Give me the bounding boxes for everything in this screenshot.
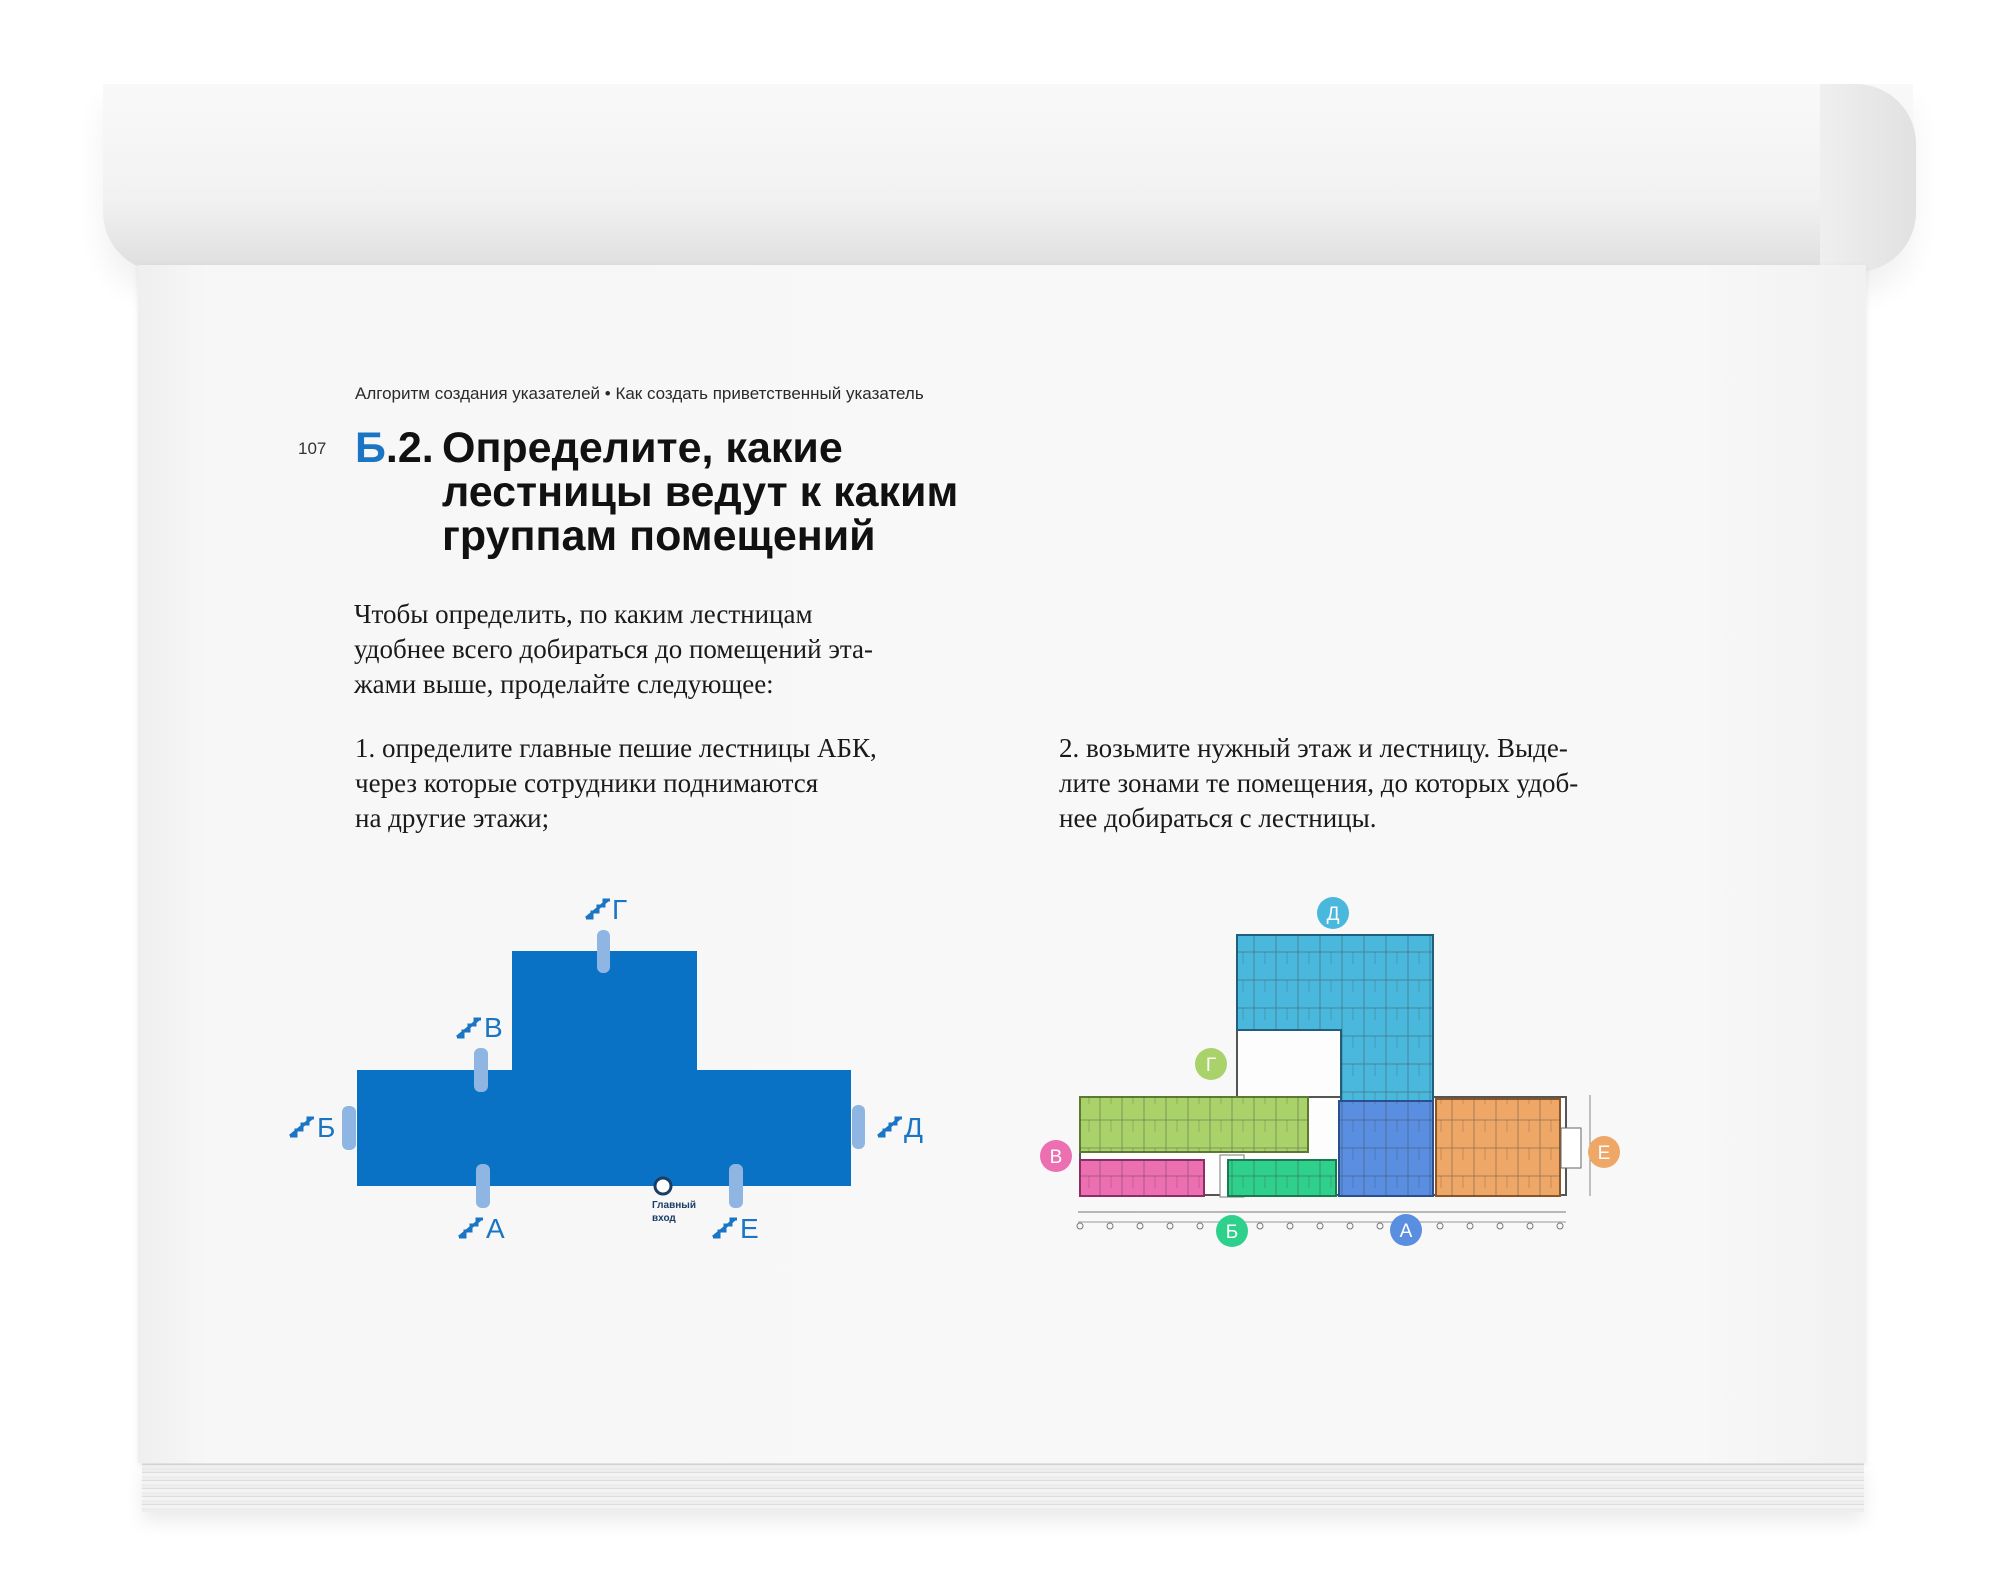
zone-marker-label: Д [1326, 904, 1340, 925]
heading-letter: Б [355, 424, 386, 472]
running-head: Алгоритм создания указателей • Как создать приветственный указатель [355, 384, 924, 403]
heading-line: группам помещений [442, 512, 876, 560]
step-1-line: через которые сотрудники поднимаются [355, 768, 819, 798]
zone-b-rooms [1228, 1160, 1336, 1196]
stair-label: А [486, 1213, 505, 1244]
intro-line: Чтобы определить, по каким лестницам [354, 599, 813, 629]
intro-line: жами выше, проделайте следующее: [354, 669, 774, 699]
zone-marker-label: А [1399, 1221, 1413, 1242]
stair-label: В [484, 1012, 503, 1043]
zone-g-rooms [1080, 1097, 1308, 1152]
heading-number: .2. [385, 424, 434, 472]
stair-label: Е [740, 1213, 759, 1244]
heading-line: лестницы ведут к каким [442, 468, 959, 516]
zone-e-rooms [1436, 1099, 1560, 1196]
intro-line: удобнее всего добираться до помещений эта- [354, 634, 874, 664]
zone-marker-label: В [1049, 1147, 1063, 1168]
zone-v-rooms [1080, 1160, 1204, 1196]
step-2-line: лите зонами те помещения, до которых удоб- [1059, 768, 1579, 798]
plan-axis-marks [1077, 1223, 1563, 1229]
stair-label: Д [904, 1112, 923, 1143]
zone-a-rooms [1339, 1101, 1433, 1196]
zone-marker-label: Б [1225, 1222, 1239, 1243]
heading-line: Определите, какие [442, 424, 843, 472]
step-2-line: 2. возьмите нужный этаж и лестницу. Выде- [1059, 733, 1568, 763]
step-2-line: нее добираться с лестницы. [1059, 803, 1377, 833]
stair-label: Б [317, 1112, 336, 1143]
zone-marker-label: Г [1205, 1055, 1217, 1076]
entrance-label: Главный [652, 1200, 696, 1211]
zone-marker-label: Е [1597, 1143, 1611, 1164]
step-1-line: 1. определите главные пешие лестницы АБК, [355, 733, 877, 763]
stair-label: Г [612, 894, 628, 925]
entrance-label: вход [652, 1213, 676, 1224]
plan-stair-core [1561, 1128, 1581, 1168]
step-1-line: на другие этажи; [355, 803, 550, 833]
page-number: 107 [298, 439, 327, 458]
